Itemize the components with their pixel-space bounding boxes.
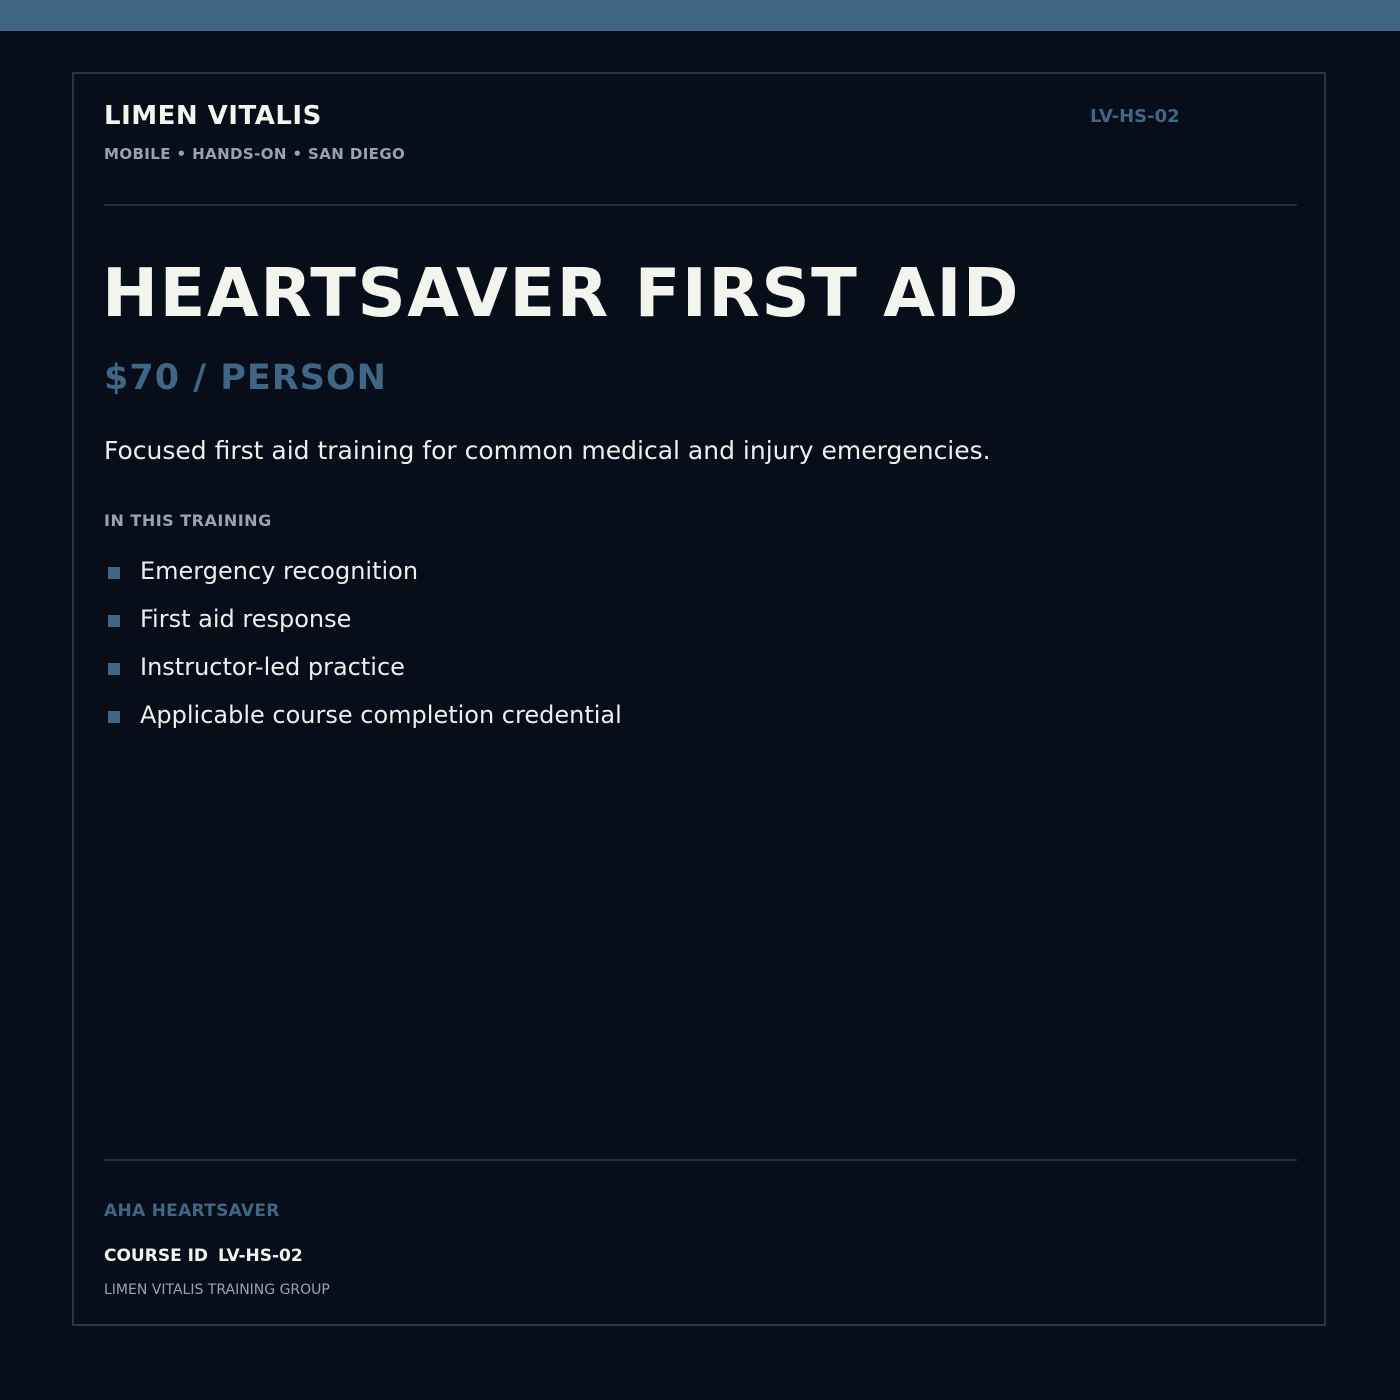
course-title: HEARTSAVER FIRST AID (102, 254, 1021, 332)
feature-text: First aid response (140, 605, 352, 633)
brand-name: LIMEN VITALIS (104, 101, 322, 131)
feature-text: Applicable course completion credential (140, 701, 622, 729)
header-divider (104, 204, 1297, 206)
organization-name: LIMEN VITALIS TRAINING GROUP (104, 1282, 330, 1298)
square-bullet-icon (108, 567, 120, 579)
training-section-label: IN THIS TRAINING (104, 511, 272, 530)
list-item (104, 555, 622, 603)
course-code-badge: LV-HS-02 (1090, 106, 1180, 127)
square-bullet-icon (108, 663, 120, 675)
feature-text: Emergency recognition (140, 557, 419, 585)
square-bullet-icon (108, 711, 120, 723)
list-item (104, 603, 622, 651)
course-id-value: LV-HS-02 (218, 1246, 303, 1266)
list-item (104, 651, 622, 699)
certification-label: AHA HEARTSAVER (104, 1201, 280, 1221)
training-feature-list (104, 555, 622, 747)
course-id-label: COURSE ID (104, 1246, 209, 1266)
list-item (104, 699, 622, 747)
footer-divider (104, 1159, 1297, 1161)
course-description: Focused first aid training for common medical and injury emergencies. (104, 436, 991, 465)
feature-text: Instructor-led practice (140, 653, 405, 681)
course-price: $70 / PERSON (104, 358, 387, 398)
square-bullet-icon (108, 615, 120, 627)
brand-tagline: MOBILE • HANDS-ON • SAN DIEGO (104, 145, 406, 163)
top-accent-bar (0, 0, 1400, 31)
course-id (104, 1246, 303, 1266)
